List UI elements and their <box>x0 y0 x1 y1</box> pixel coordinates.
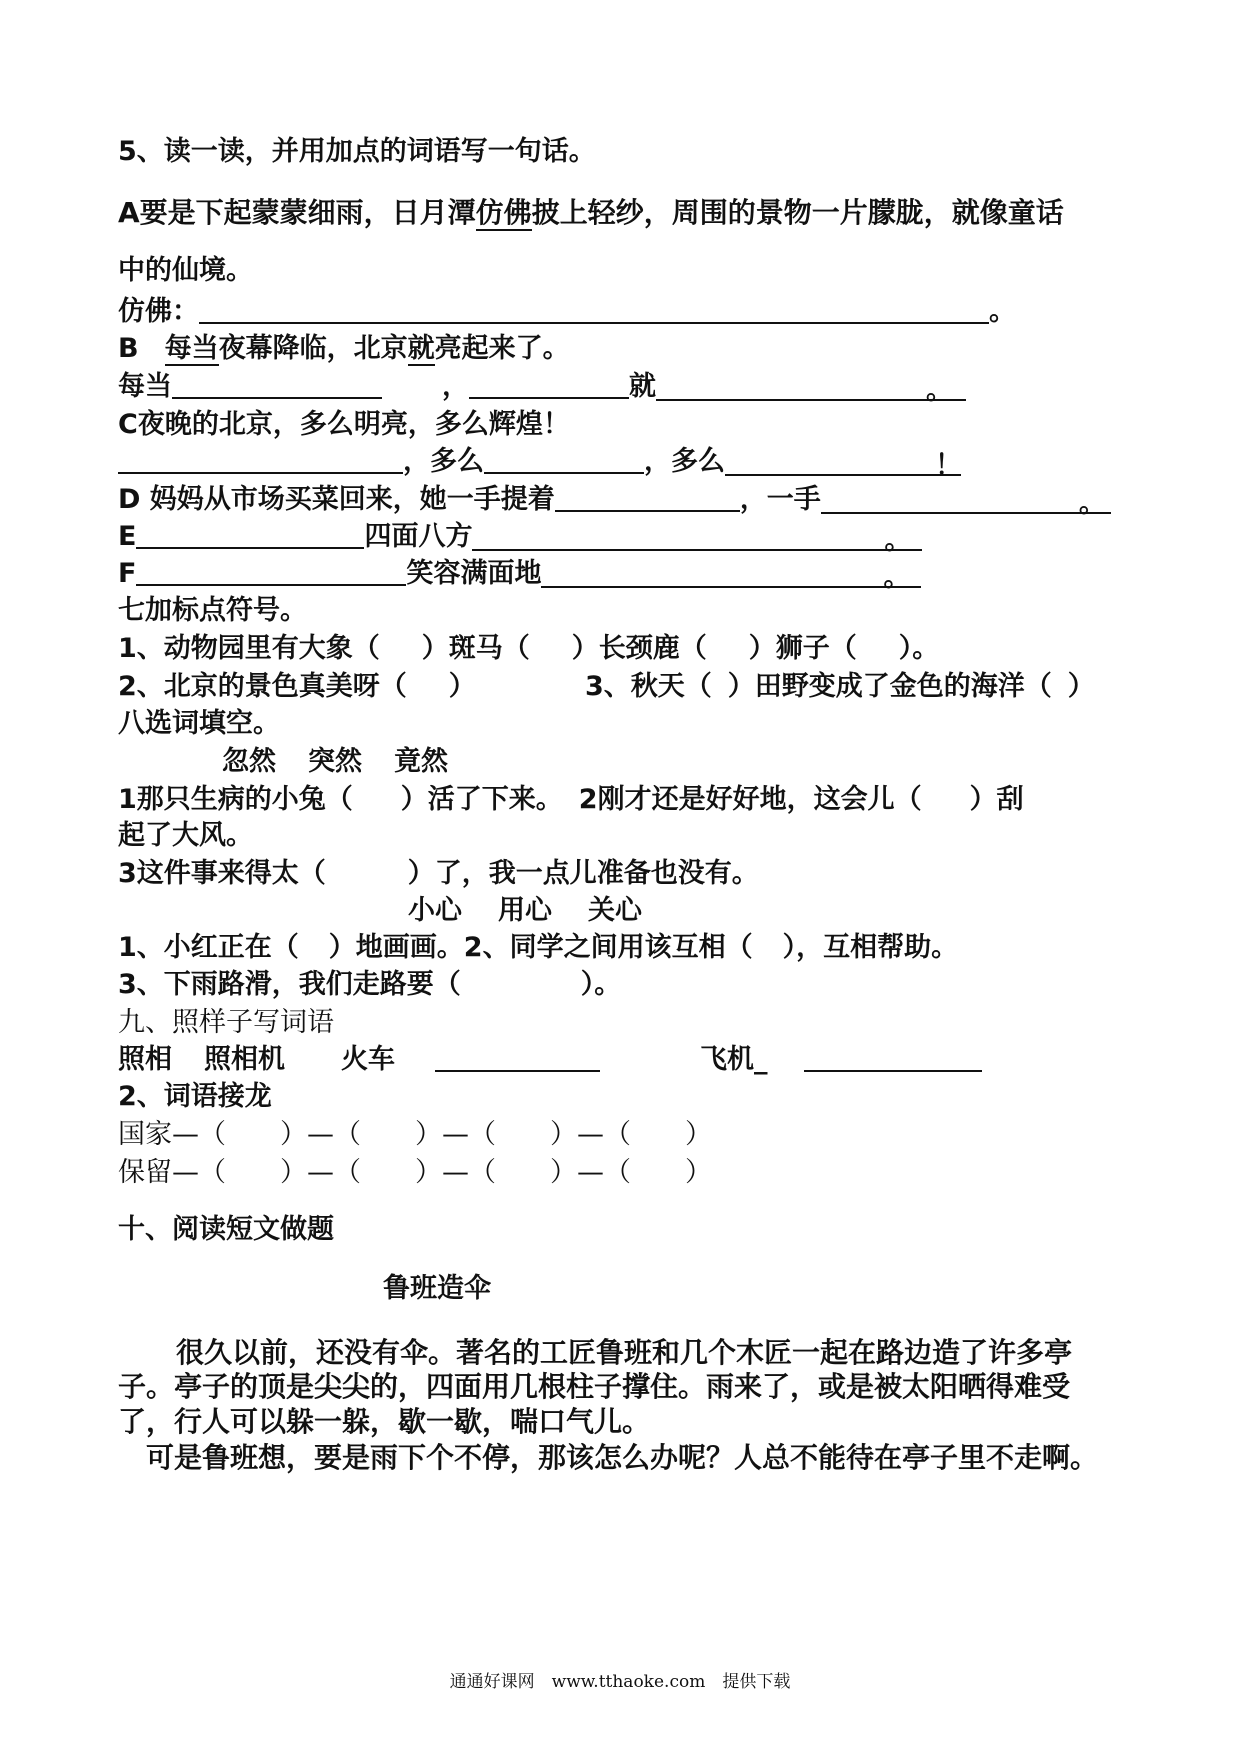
q5-sentence-a: A要是下起蒙蒙细雨，日月潭仿佛披上轻纱，周围的景物一片朦胧，就像童话 <box>118 196 1064 229</box>
q8-word-bank-2: 小心 用心 关心 <box>408 895 642 926</box>
b-fill-line: 每当 ， 就 。 <box>118 369 966 405</box>
q8-sentence-2-cont: 起了大风。 <box>118 820 253 851</box>
q8-sentence-3: 3这件事来得太（ ）了，我一点儿准备也没有。 <box>118 858 759 889</box>
q8-word-bank-1: 忽然 突然 竟然 <box>222 746 448 777</box>
underlined-word-meidang: 每当 <box>164 333 219 364</box>
story-p1-line1: 很久以前，还没有伞。著名的工匠鲁班和几个木匠一起在路边造了许多亭 <box>176 1336 1073 1369</box>
f-blank-2[interactable]: 。 <box>541 560 921 588</box>
word-chain-2[interactable]: 保留—（ ）—（ ）—（ ）—（ ） <box>118 1157 712 1188</box>
c-blank-2[interactable] <box>484 446 644 474</box>
q5-sentence-b: B 每当夜幕降临，北京就亮起来了。 <box>118 333 570 364</box>
q5-sentence-e: E 四面八方 。 <box>118 519 922 555</box>
c-fill-line: ，多么 ，多么 ！ <box>118 444 961 480</box>
q5-sentence-f: F 笑容满面地 。 <box>118 556 921 592</box>
story-p1-line2: 子。亭子的顶是尖尖的，四面用几根柱子撑住。雨来了，或是被太阳晒得难受 <box>118 1370 1071 1403</box>
huoche-blank[interactable] <box>435 1044 600 1072</box>
b-blank-1[interactable] <box>172 371 382 399</box>
fangfu-fill-line: 仿佛： 。 <box>118 296 1016 327</box>
e-blank-2[interactable]: 。 <box>472 523 922 551</box>
q8-title: 八选词填空。 <box>118 708 280 739</box>
underlined-word-fangfu: 仿佛 <box>475 196 532 229</box>
q5-sentence-a-cont: 中的仙境。 <box>118 255 253 286</box>
d-blank-1[interactable] <box>555 484 740 512</box>
q5-sentence-c: C夜晚的北京，多么明亮，多么辉煌！ <box>118 409 570 440</box>
story-p2-line1: 可是鲁班想，要是雨下个不停，那该怎么办呢？人总不能待在亭子里不走啊。 <box>146 1441 1099 1474</box>
q8-t-sentence-1-2: 1、小红正在（ ）地画画。2、同学之间用该互相（ ），互相帮助。 <box>118 932 959 963</box>
page-footer: 通通好课网 www.tthaoke.com 提供下载 <box>449 1672 791 1692</box>
q7-sentence-1: 1、动物园里有大象（ ）斑马（ ）长颈鹿（ ）狮子（ ）。 <box>118 633 940 664</box>
f-blank-1[interactable] <box>136 558 406 586</box>
e-blank-1[interactable] <box>136 521 364 549</box>
q9-sub2-title: 2、词语接龙 <box>118 1081 272 1112</box>
story-title: 鲁班造伞 <box>383 1273 491 1304</box>
b-blank-2[interactable] <box>469 371 629 399</box>
q7-title: 七加标点符号。 <box>118 595 307 626</box>
word-chain-1[interactable]: 国家—（ ）—（ ）—（ ）—（ ） <box>118 1119 712 1150</box>
q5-title: 5、读一读，并用加点的词语写一句话。 <box>118 136 596 167</box>
q7-sentence-2: 2、北京的景色真美呀（ ） <box>118 671 476 702</box>
c-blank-1[interactable] <box>118 446 403 474</box>
q9-example-line: 照相 照相机 火车 飞机_ <box>118 1042 982 1078</box>
q9-title: 九、照样子写词语 <box>118 1007 334 1038</box>
d-blank-2[interactable]: 。 <box>821 486 1111 514</box>
q10-title: 十、阅读短文做题 <box>118 1214 334 1245</box>
q7-sentence-3: 3、秋天（ ）田野变成了金色的海洋（ ） <box>585 671 1095 702</box>
feiji-blank[interactable] <box>804 1044 982 1072</box>
fangfu-blank[interactable] <box>199 296 989 324</box>
c-blank-3[interactable]: ！ <box>725 448 961 476</box>
underlined-word-jiu: 就 <box>407 333 435 364</box>
q5-sentence-d: D 妈妈从市场买菜回来，她一手提着 ，一手 。 <box>118 482 1111 518</box>
b-blank-3[interactable]: 。 <box>656 373 966 401</box>
q8-sentence-1: 1那只生病的小兔（ ）活了下来。 2刚才还是好好地，这会儿（ ）刮 <box>118 784 1024 815</box>
story-p1-line3: 了，行人可以躲一躲，歇一歇，喘口气儿。 <box>118 1405 651 1438</box>
q8-t-sentence-3: 3、下雨路滑，我们走路要（ ）。 <box>118 969 622 1000</box>
